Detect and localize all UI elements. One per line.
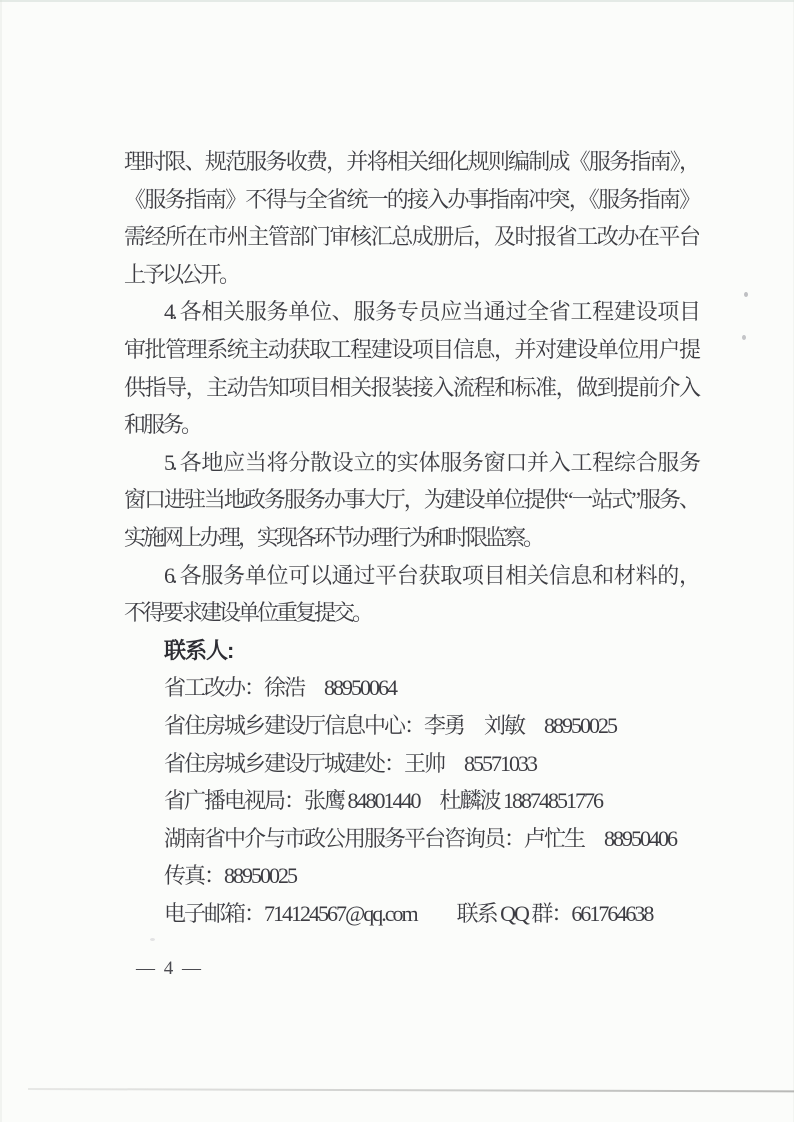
text-line: 和服务。 <box>124 412 201 438</box>
document-body <box>124 143 698 932</box>
contact-line-info-center: 省住房城乡建设厅信息中心：李勇 刘敏 88950025 <box>164 712 617 738</box>
text-line: 6. 各服务单位可以通过平台获取项目相关信息和材料的， <box>164 562 698 588</box>
contact-line-gongaiban: 省工改办：徐浩 88950064 <box>164 675 397 701</box>
contact-line-email-qq: 电子邮箱：714124567@qq.com 联系 QQ 群：661764638 <box>164 900 653 926</box>
text-line: 实施网上办理，实现各环节办理行为和时限监察。 <box>124 524 543 550</box>
paragraph-continuation <box>124 143 698 293</box>
paragraph-item-4 <box>124 293 698 443</box>
scan-bottom-edge <box>28 1088 794 1092</box>
text-line: 理时限、规范服务收费，并将相关细化规则编制成《服务指南》， <box>124 149 698 174</box>
scan-speck <box>742 335 746 340</box>
text-line: 5. 各地应当将分散设立的实体服务窗口并入工程综合服务 <box>164 449 698 475</box>
contacts-heading: 联系人: <box>164 637 234 663</box>
text-line: 4. 各相关服务单位、服务专员应当通过全省工程建设项目 <box>164 299 698 325</box>
text-line: 不得要求建设单位重复提交。 <box>124 600 372 626</box>
contact-line-platform-consultant: 湖南省中介与市政公用服务平台咨询员：卢忙生 88950406 <box>164 825 677 851</box>
scan-speck <box>150 938 155 941</box>
text-line: 供指导，主动告知项目相关报装接入流程和标准，做到提前介入 <box>124 374 698 400</box>
contact-line-fax: 传真：88950025 <box>164 863 297 889</box>
paragraph-item-6 <box>124 557 698 632</box>
text-line: 需经所在市州主管部门审核汇总成册后，及时报省工改办在平台 <box>124 224 698 250</box>
contact-line-chengjianchu: 省住房城乡建设厅城建处：王帅 85571033 <box>164 750 537 776</box>
text-line: 《服务指南》不得与全省统一的接入办事指南冲突，《服务指南》 <box>124 186 698 212</box>
text-line: 审批管理系统主动获取工程建设项目信息，并对建设单位用户提 <box>124 336 698 362</box>
contact-line-broadcast-tv: 省广播电视局：张鹰 84801440 杜麟波 18874851776 <box>164 788 603 814</box>
paragraph-item-5 <box>124 444 698 557</box>
scan-speck <box>744 292 748 297</box>
page-number: — 4 — <box>136 958 203 979</box>
text-line: 上予以公开。 <box>124 261 239 287</box>
text-line: 窗口进驻当地政务服务办事大厅，为建设单位提供“一站式”服务、 <box>124 487 698 513</box>
